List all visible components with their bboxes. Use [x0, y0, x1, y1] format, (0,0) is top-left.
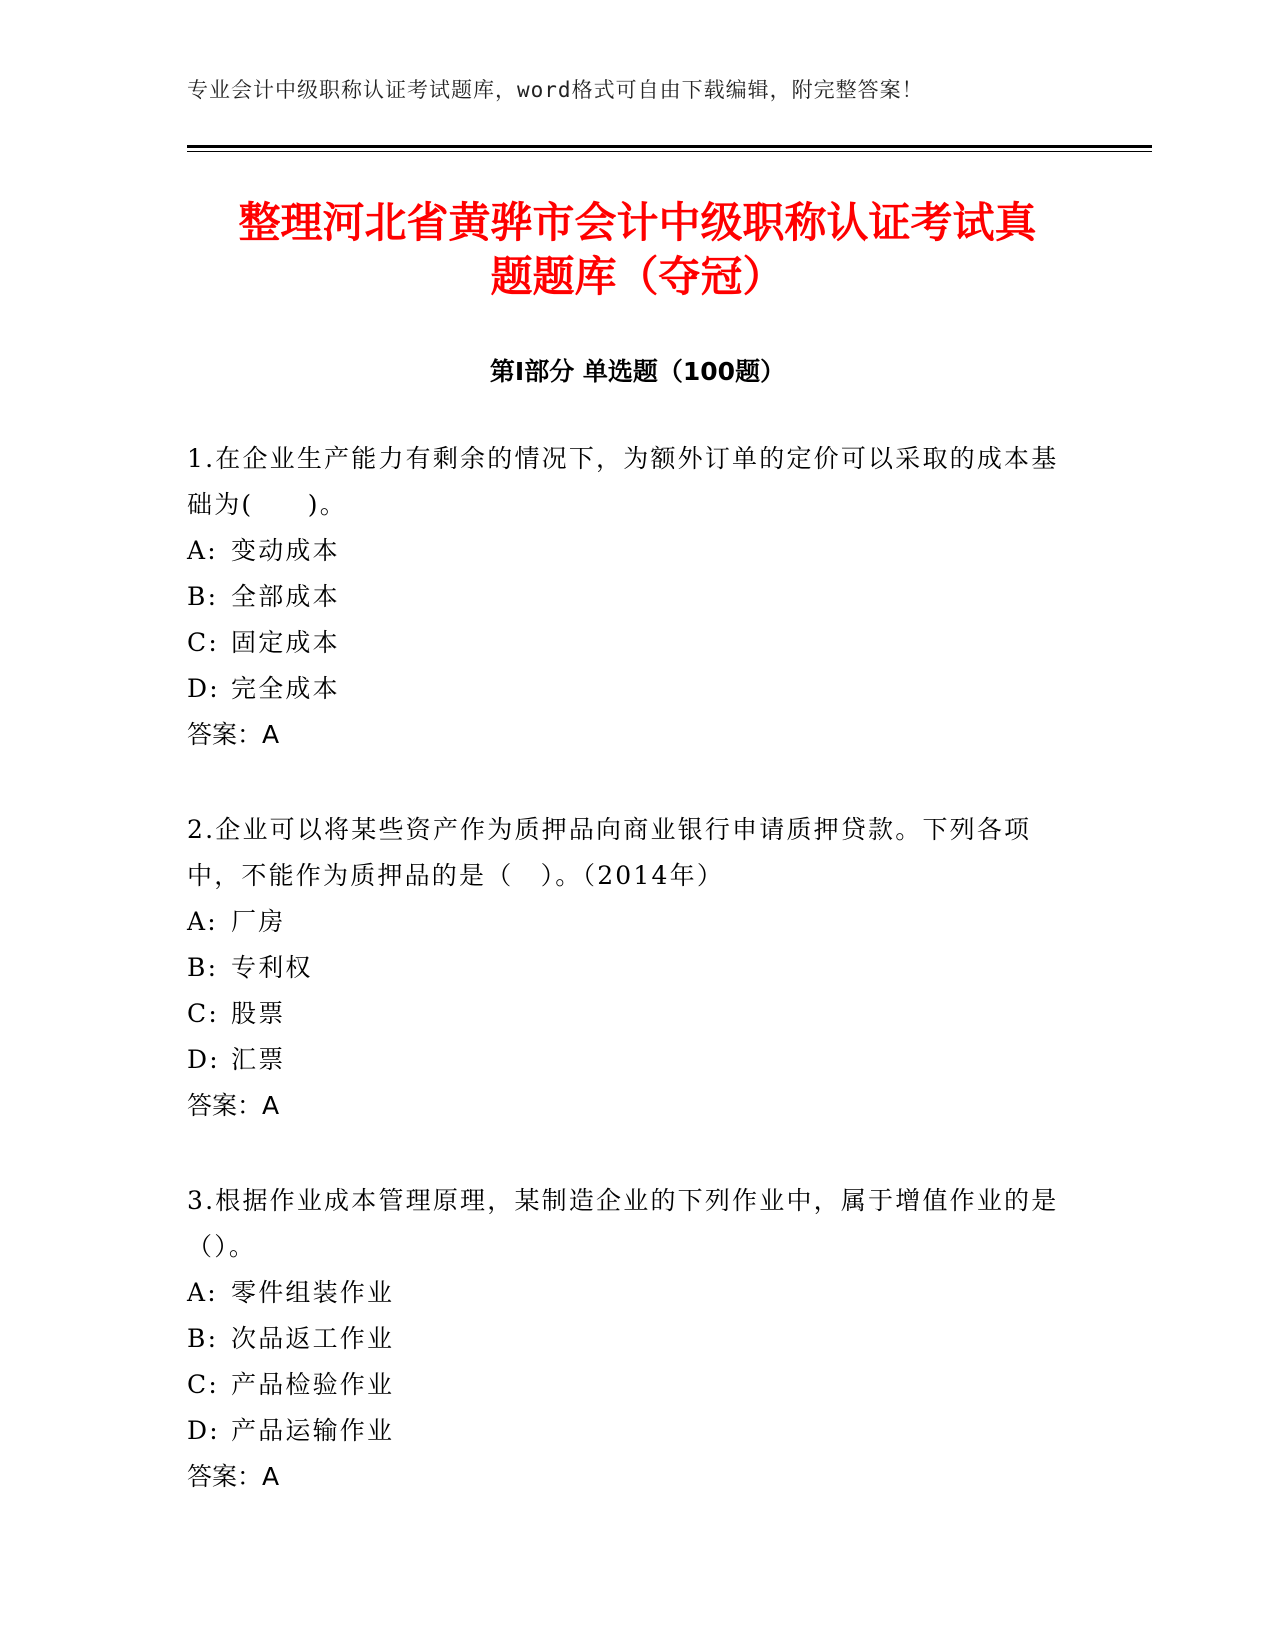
header-rule-thin: [187, 151, 1152, 152]
section-title: 第Ⅰ部分 单选题（100题）: [489, 357, 786, 386]
option-c: [187, 991, 1067, 1037]
option-a: [187, 528, 1067, 574]
document-title-line-2: 题题库（夺冠）: [490, 252, 785, 301]
option-letter: C:: [187, 628, 219, 657]
question-stem: 1.在企业生产能力有剩余的情况下，为额外订单的定价可以采取的成本基础为( )。: [187, 444, 1059, 519]
answer: 答案：A: [187, 1091, 280, 1120]
option-text: 专利权: [231, 953, 313, 982]
option-c: [187, 620, 1067, 666]
option-letter: A:: [187, 1278, 218, 1307]
option-a: [187, 1270, 1067, 1316]
option-letter: C:: [187, 999, 219, 1028]
question-list: [187, 436, 1067, 1549]
option-text: 股票: [231, 999, 286, 1028]
option-text: 产品运输作业: [231, 1416, 395, 1445]
question-stem: 3.根据作业成本管理原理，某制造企业的下列作业中，属于增值作业的是（）。: [187, 1186, 1059, 1261]
option-letter: D:: [187, 1045, 220, 1074]
header-rule: [187, 145, 1152, 148]
question-1: [187, 436, 1067, 758]
option-d: [187, 666, 1067, 712]
page-header: 专业会计中级职称认证考试题库，word格式可自由下载编辑，附完整答案！: [187, 78, 924, 102]
question-2: [187, 807, 1067, 1129]
option-text: 固定成本: [231, 628, 340, 657]
option-letter: C:: [187, 1370, 219, 1399]
option-b: [187, 1316, 1067, 1362]
option-c: [187, 1362, 1067, 1408]
option-d: [187, 1037, 1067, 1083]
option-b: [187, 574, 1067, 620]
option-letter: D:: [187, 674, 220, 703]
option-text: 零件组装作业: [231, 1278, 395, 1307]
question-3: [187, 1178, 1067, 1500]
option-text: 汇票: [231, 1045, 286, 1074]
option-text: 厂房: [231, 907, 286, 936]
option-letter: D:: [187, 1416, 220, 1445]
option-text: 完全成本: [231, 674, 340, 703]
option-letter: A:: [187, 536, 218, 565]
document-title: [150, 196, 1125, 304]
document-title-line-1: 整理河北省黄骅市会计中级职称认证考试真: [238, 198, 1037, 247]
option-a: [187, 899, 1067, 945]
option-text: 全部成本: [231, 582, 340, 611]
option-letter: B:: [187, 953, 219, 982]
option-letter: B:: [187, 1324, 219, 1353]
option-letter: A:: [187, 907, 218, 936]
option-text: 变动成本: [231, 536, 340, 565]
option-text: 产品检验作业: [231, 1370, 395, 1399]
option-b: [187, 945, 1067, 991]
option-letter: B:: [187, 582, 219, 611]
answer: 答案：A: [187, 720, 280, 749]
question-stem: 2.企业可以将某些资产作为质押品向商业银行申请质押贷款。下列各项中，不能作为质押品的是（ ）。（2014年）: [187, 815, 1032, 890]
answer: 答案：A: [187, 1462, 280, 1491]
option-d: [187, 1408, 1067, 1454]
option-text: 次品返工作业: [231, 1324, 395, 1353]
